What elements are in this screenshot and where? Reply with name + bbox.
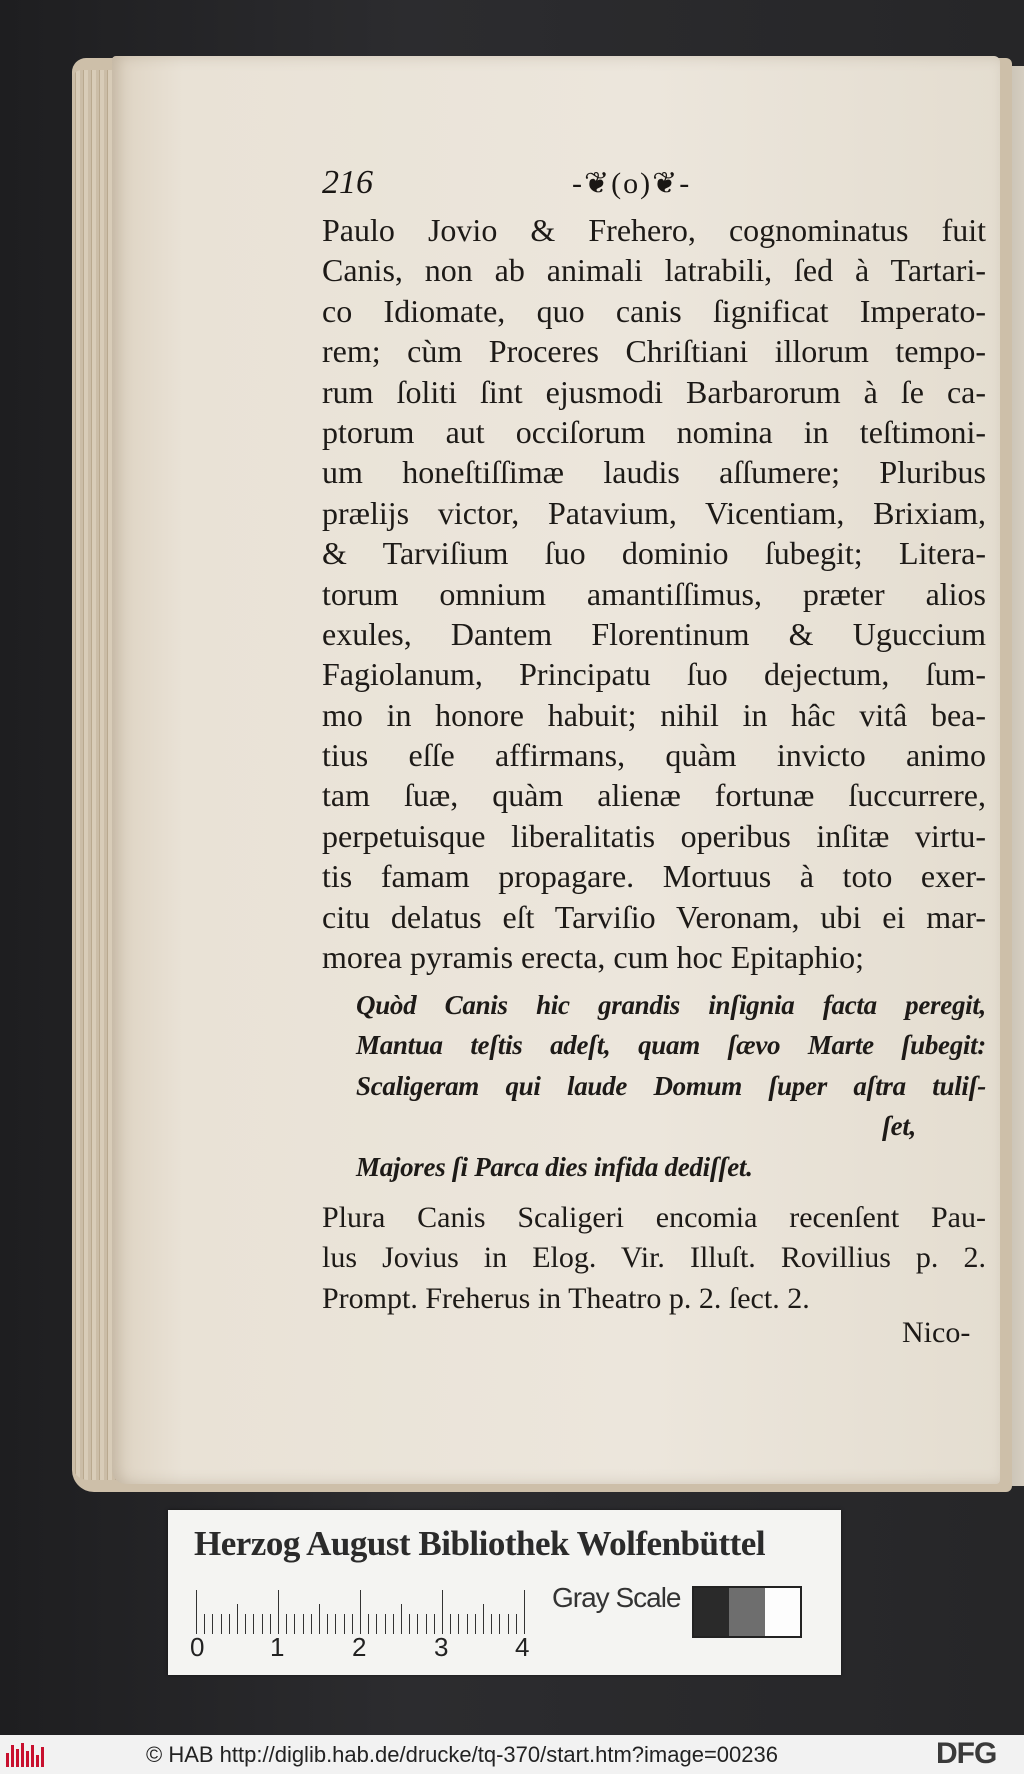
ruler-tick [278, 1590, 279, 1634]
text-line: Fagiolanum, Principatu ſuo dejectum, ſum- [322, 656, 986, 693]
text-line: citu delatus eſt Tarviſio Veronam, ubi ei mar- [322, 898, 986, 935]
ruler-tick [352, 1614, 353, 1634]
text-line: Canis, non ab animali latrabili, ſed à Tartari- [322, 252, 986, 289]
ruler-tick [401, 1604, 402, 1634]
ruler-number: 0 [190, 1632, 205, 1662]
epitaph-line: Quòd Canis hic grandis inſignia facta peregit, [356, 990, 986, 1020]
text-line: tam ſuæ, quàm alienæ fortunæ ſuccurrere, [322, 777, 986, 814]
text-line: co Idiomate, quo canis ſignificat Imperato- [322, 292, 986, 329]
swatch-white [765, 1588, 800, 1636]
text-line: & Tarviſium ſuo dominio ſubegit; Litera- [322, 535, 986, 572]
ruler-tick [327, 1614, 328, 1634]
ruler-tick [262, 1614, 263, 1634]
ruler-number: 4 [515, 1632, 530, 1662]
ruler-tick [516, 1614, 517, 1634]
text-line: lus Jovius in Elog. Vir. Illuſt. Rovillius p. 2. [322, 1241, 986, 1275]
epitaph-line: Scaligeram qui laude Domum ſuper aſtra tuliſ- [356, 1070, 986, 1101]
ruler-tick [229, 1614, 230, 1634]
page-number: 216 [322, 164, 373, 201]
ruler-tick [508, 1614, 509, 1634]
ruler-tick [409, 1614, 410, 1634]
ruler-tick [434, 1614, 435, 1634]
dfg-logo: DFG [936, 1737, 997, 1770]
text-line: exules, Dantem Florentinum & Uguccium [322, 615, 986, 652]
ruler-tick [458, 1614, 459, 1634]
ruler-tick [393, 1614, 394, 1634]
body-text [322, 210, 986, 977]
catchword: Nico- [902, 1316, 971, 1349]
ruler-tick [467, 1614, 468, 1634]
ruler-tick [475, 1614, 476, 1634]
ruler-tick [483, 1604, 484, 1634]
text-line: Prompt. Freherus in Theatro p. 2. ſect. 2. [322, 1281, 810, 1315]
epitaph-line: ſet, [881, 1111, 916, 1142]
copyright-link[interactable]: © HAB http://diglib.hab.de/drucke/tq-370/start.htm?image=00236 [146, 1742, 778, 1767]
ruler-number: 3 [434, 1632, 449, 1662]
color-reference-card [168, 1510, 841, 1675]
footer-bar [0, 1735, 1024, 1774]
text-line: morea pyramis erecta, cum hoc Epitaphio; [322, 939, 865, 976]
text-line: Paulo Jovio & Frehero, cognominatus fuit [322, 212, 986, 248]
ruler-tick [426, 1614, 427, 1634]
ruler-tick [294, 1614, 295, 1634]
ruler-tick [491, 1614, 492, 1634]
page-header [322, 164, 986, 210]
ruler-tick [204, 1614, 205, 1634]
ruler-tick [212, 1614, 213, 1634]
ruler-tick [360, 1590, 361, 1634]
ruler-tick [499, 1614, 500, 1634]
ruler-tick [253, 1614, 254, 1634]
ruler-tick [270, 1614, 271, 1634]
ruler-tick [442, 1590, 443, 1634]
header-ornament: -❦(o)❦- [572, 167, 692, 200]
ruler-tick [417, 1614, 418, 1634]
epitaph-line: Majores ſi Parca dies infida dediſſet. [356, 1151, 753, 1182]
swatch-gray [729, 1588, 764, 1636]
ruler-tick [245, 1614, 246, 1634]
text-line: perpetuisque liberalitatis operibus inſitæ virtu- [322, 817, 986, 854]
gray-scale-swatches [692, 1586, 802, 1638]
text-line: torum omnium amantiſſimus, præter alios [322, 575, 986, 612]
hab-logo-icon [6, 1743, 46, 1767]
text-line: Plura Canis Scaligeri encomia recenſent Pau- [322, 1201, 986, 1234]
text-line: rum ſoliti ſint ejusmodi Barbarorum à ſe ca- [322, 373, 986, 410]
ruler-tick [303, 1614, 304, 1634]
text-line: rem; cùm Proceres Chriſtiani illorum tempo- [322, 333, 986, 370]
closing-text [322, 1198, 986, 1319]
library-title: Herzog August Bibliothek Wolfenbüttel [194, 1524, 766, 1563]
ruler-number: 1 [270, 1632, 285, 1662]
ruler-tick [237, 1604, 238, 1634]
ruler-tick [376, 1614, 377, 1634]
epitaph-line: Mantua teſtis adeſt, quam ſævo Marte ſubegit: [356, 1030, 986, 1061]
text-line: tius eſſe affirmans, quàm invicto animo [322, 737, 986, 774]
text-line: tis famam propagare. Mortuus à toto exer- [322, 858, 986, 895]
ruler-numbers [190, 1632, 530, 1666]
ruler-tick [319, 1604, 320, 1634]
ruler-tick [286, 1614, 287, 1634]
text-line: prælijs victor, Patavium, Vicentiam, Brixiam, [322, 494, 986, 531]
ruler-tick [311, 1614, 312, 1634]
ruler-tick [450, 1614, 451, 1634]
ruler-tick [368, 1614, 369, 1634]
text-line: mo in honore habuit; nihil in hâc vitâ bea- [322, 696, 986, 733]
epitaph [322, 985, 986, 1187]
ruler-number: 2 [352, 1632, 367, 1662]
text-line: um honeſtiſſimæ laudis aſſumere; Pluribus [322, 454, 986, 491]
ruler-ticks [196, 1590, 528, 1634]
ruler-tick [335, 1614, 336, 1634]
ruler-tick [385, 1614, 386, 1634]
ruler-tick [196, 1590, 197, 1634]
ruler-tick [344, 1614, 345, 1634]
ruler-tick [221, 1614, 222, 1634]
gray-scale-label: Gray Scale [552, 1582, 681, 1613]
text-line: ptorum aut occiſorum nomina in teſtimoni- [322, 413, 986, 450]
swatch-black [694, 1588, 729, 1636]
ruler-tick [524, 1590, 525, 1634]
